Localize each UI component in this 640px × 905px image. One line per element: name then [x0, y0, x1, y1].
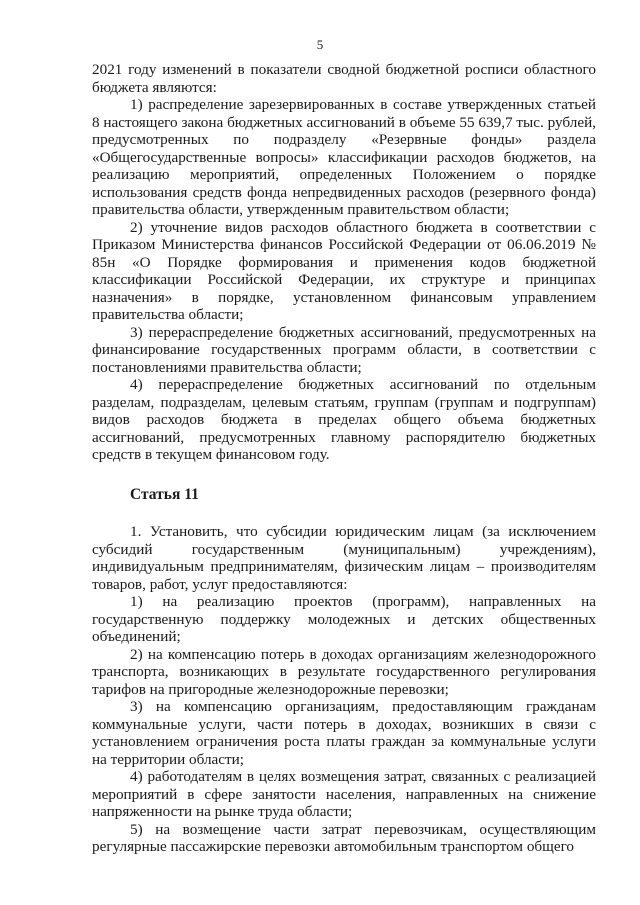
paragraph-article-intro: 1. Установить, что субсидии юридическим лицам (за исключением субсидий государственным (муниципальным) учреждениям), индивидуальным предпринимателям, физическим лицам – производителям товаров, работ, услуг предоставляются: — [92, 523, 596, 593]
paragraph-subitem-2: 2) на компенсацию потерь в доходах организациям железнодорожного транспорта, возникающих в результате государственного регулирования тарифов на пригородные железнодорожные перевозки; — [92, 645, 596, 698]
paragraph-subitem-4: 4) работодателям в целях возмещения затрат, связанных с реализацией мероприятий в сфере занятости населения, направленных на снижение напряженности на рынке труда области; — [92, 768, 596, 820]
document-body — [92, 61, 596, 856]
article-heading: Статья 11 — [130, 485, 199, 503]
paragraph-continuation: 2021 году изменений в показатели сводной бюджетной росписи областного бюджета являются: — [92, 61, 596, 96]
paragraph-item-1: 1) распределение зарезервированных в составе утвержденных статьей 8 настоящего закона бюджетных ассигнований в объеме 55 639,7 тыс. рублей, предусмотренных по подразделу «Резервные фонды» раздела «Общегосударственные вопросы» классификации расходов бюджетов, на реализацию мероприятий, определенных Положением о порядке использования средств фонда непредвиденных расходов (резервного фонда) правительства области, утвержденным правительством области; — [92, 96, 596, 218]
paragraph-subitem-1: 1) на реализацию проектов (программ), направленных на государственную поддержку молодежных и детских общественных объединений; — [92, 593, 596, 645]
paragraph-subitem-5: 5) на возмещение части затрат перевозчикам, осуществляющим регулярные пассажирские перевозки автомобильным транспортом общего — [92, 820, 596, 855]
paragraph-item-3: 3) перераспределение бюджетных ассигнований, предусмотренных на финансирование государственных программ области, в соответствии с постановлениями правительства области; — [92, 323, 596, 376]
paragraph-subitem-3: 3) на компенсацию организациям, предоставляющим гражданам коммунальные услуги, части потерь в доходах, возникших в связи с установлением ограничения роста платы граждан за коммунальные услуги на территории области; — [92, 698, 596, 768]
page-number: 5 — [316, 37, 324, 52]
paragraph-item-4: 4) перераспределение бюджетных ассигнований по отдельным разделам, подразделам, целевым статьям, группам (группам и подгруппам) видов расходов бюджета в пределах общего объема бюджетных ассигнований, предусмотренных главному распорядителю бюджетных средств в текущем финансовом году. — [92, 376, 596, 463]
paragraph-item-2: 2) уточнение видов расходов областного бюджета в соответствии с Приказом Министерства финансов Российской Федерации от 06.06.2019 № 85н «О Порядке формирования и применения кодов бюджетной классификации Российской Федерации, их структуре и принципах назначения» в порядке, установленном финансовым управлением правительства области; — [92, 218, 596, 323]
